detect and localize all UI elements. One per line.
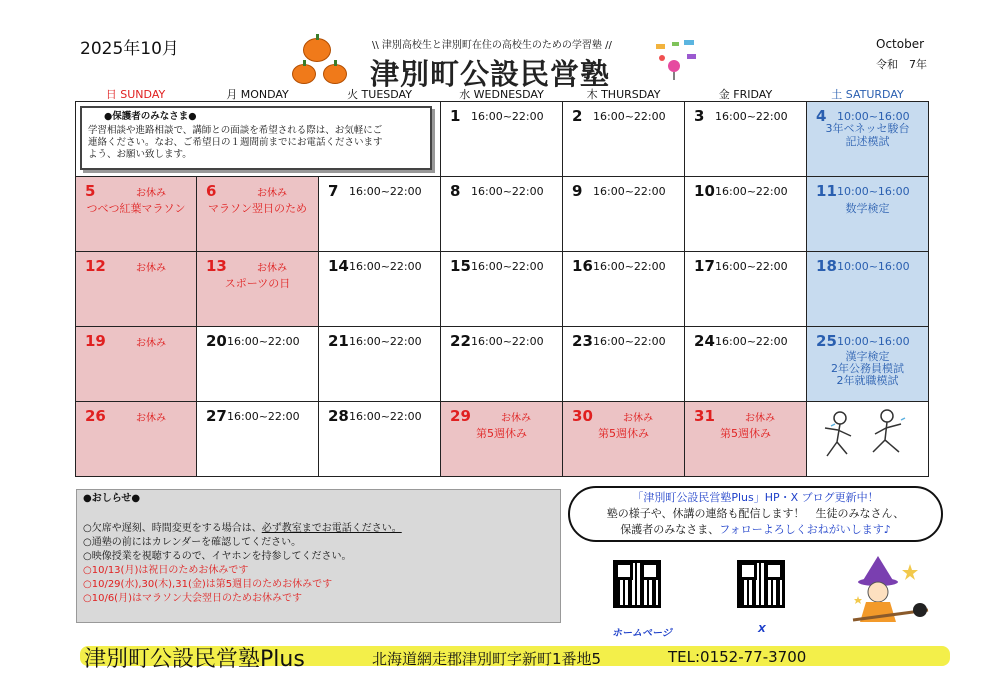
day-hours: 16:00~22:00: [471, 110, 544, 123]
notice-item-red: ○10/6(月)はマラソン大会翌日のためお休みです: [83, 593, 302, 604]
homepage-label: ホームページ: [612, 628, 672, 639]
day-hours: 16:00~22:00: [715, 335, 788, 348]
guardian-notice-line: 学習相談や進路相談で、講師との面談を希望される際は、お気軽にご: [88, 125, 383, 136]
calendar-week: [76, 177, 929, 252]
guardian-notice-cell: [76, 102, 441, 177]
closed-label: お休み: [257, 188, 287, 199]
calendar-day: [685, 102, 807, 177]
day-hours: 16:00~22:00: [593, 110, 666, 123]
x-qr-code[interactable]: [737, 560, 785, 608]
month-english: October: [876, 37, 925, 51]
day-number: 12: [85, 257, 106, 275]
calendar-day: [76, 327, 197, 402]
day-number: 19: [85, 332, 106, 350]
calendar-day: [563, 252, 685, 327]
pumpkin-icon: [292, 64, 316, 84]
guardian-notice-title: ●保護者のみなさま●: [104, 111, 197, 122]
day-number: 28: [328, 407, 349, 425]
day-event: 第5週休み: [598, 427, 650, 440]
calendar-day: [441, 327, 563, 402]
closed-label: お休み: [136, 188, 166, 199]
pumpkin-icon: [303, 38, 331, 62]
day-hours: 16:00~22:00: [471, 335, 544, 348]
day-number: 18: [816, 257, 837, 275]
closed-label: お休み: [623, 413, 654, 424]
runners-illustration: [815, 406, 919, 474]
calendar-day: [807, 177, 929, 252]
calendar-day: [441, 177, 563, 252]
calendar-day: [807, 252, 929, 327]
day-event: マラソン翌日のため: [208, 202, 307, 215]
guardian-notice: [80, 106, 432, 170]
notice-title: ●おしらせ●: [83, 493, 141, 504]
notice-item: ○映像授業を視聴するので、イヤホンを持参してください。: [83, 551, 352, 562]
day-event: 3年ベネッセ駿台 記述模試: [825, 122, 910, 148]
day-number: 15: [450, 257, 471, 275]
day-event: 漢字検定 2年公務員模試 2年就職模試: [831, 350, 905, 387]
day-number: 24: [694, 332, 715, 350]
bubble-line: 「津別町公設民営塾Plus」HP・X ブログ更新中！: [632, 491, 879, 504]
day-number: 16: [572, 257, 593, 275]
day-number: 31: [694, 407, 715, 425]
calendar-day: [441, 402, 563, 477]
day-number: 30: [572, 407, 593, 425]
calendar-day: [197, 327, 319, 402]
weekday-monday: 月 MONDAY: [226, 88, 289, 101]
weekday-friday: 金 FRIDAY: [718, 88, 773, 101]
closed-label: お休み: [136, 413, 166, 424]
day-hours: 10:00~16:00: [837, 110, 910, 123]
day-hours: 16:00~22:00: [471, 260, 544, 273]
closed-label: お休み: [257, 263, 287, 274]
calendar-day: [441, 252, 563, 327]
day-number: 2: [572, 107, 583, 125]
closed-label: お休み: [745, 413, 776, 424]
day-number: 26: [85, 407, 106, 425]
calendar-day-illustration: [807, 402, 929, 477]
calendar-day: [319, 252, 441, 327]
page-title: 津別町公設民営塾: [370, 57, 611, 91]
day-number: 3: [694, 107, 705, 125]
homepage-qr-code[interactable]: [613, 560, 661, 608]
weekday-wednesday: 水 WEDNESDAY: [459, 88, 544, 101]
day-event: つべつ紅葉マラソン: [86, 202, 186, 215]
day-number: 14: [328, 257, 349, 275]
witch-illustration: [848, 552, 938, 636]
weekday-thursday: 木 THURSDAY: [586, 88, 661, 101]
calendar-day: [441, 102, 563, 177]
day-number: 11: [816, 182, 837, 200]
calendar-day: [76, 402, 197, 477]
day-hours: 16:00~22:00: [593, 335, 666, 348]
day-hours: 10:00~16:00: [837, 185, 910, 198]
day-hours: 10:00~16:00: [837, 335, 910, 348]
day-hours: 16:00~22:00: [471, 185, 544, 198]
day-number: 25: [816, 332, 837, 350]
notice-item-red: ○10/29(水),30(木),31(金)は第5週目のためお休みです: [83, 579, 333, 590]
day-hours: 16:00~22:00: [227, 410, 300, 423]
bubble-line: [570, 522, 941, 538]
day-hours: 16:00~22:00: [227, 335, 300, 348]
guardian-notice-line: よう、お願い致します。: [88, 149, 192, 160]
x-label: X: [758, 624, 766, 635]
calendar-week: [76, 402, 929, 477]
notice-item: ○通塾の前にはカレンダーを確認してください。: [83, 537, 302, 548]
day-hours: 16:00~22:00: [593, 185, 666, 198]
day-hours: 16:00~22:00: [349, 260, 422, 273]
day-event: スポーツの日: [224, 277, 291, 290]
day-hours: 16:00~22:00: [349, 185, 422, 198]
day-hours: 16:00~22:00: [715, 185, 788, 198]
calendar-day: [685, 327, 807, 402]
notice-text: ○欠席や遅刻、時間変更をする場合は、: [83, 523, 262, 534]
calendar-day: [197, 252, 319, 327]
calendar-day: [563, 102, 685, 177]
day-number: 5: [85, 182, 96, 200]
calendar-week: [76, 252, 929, 327]
day-hours: 16:00~22:00: [715, 110, 788, 123]
year-month: 2025年10月: [80, 39, 179, 59]
calendar-day: [563, 177, 685, 252]
speech-bubble: [568, 486, 943, 542]
day-number: 13: [206, 257, 227, 275]
calendar-day: [807, 102, 929, 177]
day-hours: 16:00~22:00: [715, 260, 788, 273]
calendar-day: [197, 402, 319, 477]
notice-item-red: ○10/13(月)は祝日のためお休みです: [83, 565, 249, 576]
calendar-day: [563, 327, 685, 402]
closed-label: お休み: [136, 338, 166, 349]
calendar-day: [76, 177, 197, 252]
day-number: 10: [694, 182, 715, 200]
day-number: 8: [450, 182, 461, 200]
footer-address: 北海道網走郡津別町字新町1番地5: [372, 650, 602, 668]
day-number: 6: [206, 182, 217, 200]
day-number: 1: [450, 107, 461, 125]
notice-item: [83, 522, 554, 536]
footer-school-name: 津別町公設民営塾Plus: [84, 647, 305, 672]
footer-phone: TEL:0152-77-3700: [668, 648, 807, 666]
guardian-notice-line: 連絡ください。なお、ご希望日の１週間前までにお電話くださいます: [88, 137, 383, 148]
day-hours: 16:00~22:00: [593, 260, 666, 273]
era-year: 令和 7年: [876, 58, 927, 71]
calendar-day: [76, 252, 197, 327]
closed-label: お休み: [136, 263, 166, 274]
day-event: 第5週休み: [720, 427, 772, 440]
day-hours: 16:00~22:00: [349, 335, 422, 348]
notice-text-underlined: 必ず教室までお電話ください。: [261, 523, 402, 534]
calendar-week: [76, 327, 929, 402]
calendar-grid: [75, 101, 929, 477]
subtitle: \\ 津別高校生と津別町在住の高校生のための学習塾 //: [372, 40, 612, 51]
closed-label: お休み: [501, 413, 532, 424]
day-number: 4: [816, 107, 827, 125]
bubble-text-highlight: フォローよろしくおねがいします♪: [719, 523, 891, 536]
day-hours: 10:00~16:00: [837, 260, 910, 273]
calendar-day: [685, 252, 807, 327]
day-number: 27: [206, 407, 227, 425]
day-number: 22: [450, 332, 471, 350]
day-number: 17: [694, 257, 715, 275]
bubble-text: 保護者のみなさま、: [620, 523, 720, 536]
calendar-day: [685, 177, 807, 252]
weekday-saturday: 土 SATURDAY: [831, 88, 904, 101]
day-number: 9: [572, 182, 583, 200]
day-number: 23: [572, 332, 593, 350]
calendar-day: [563, 402, 685, 477]
day-number: 29: [450, 407, 471, 425]
day-number: 21: [328, 332, 349, 350]
calendar-day: [197, 177, 319, 252]
candy-icon: [654, 36, 700, 80]
notice-box: [76, 489, 561, 623]
weekday-sunday: 日 SUNDAY: [105, 88, 166, 101]
calendar-day: [807, 327, 929, 402]
calendar-day: [319, 177, 441, 252]
calendar-day: [319, 402, 441, 477]
day-number: 7: [328, 182, 339, 200]
weekday-tuesday: 火 TUESDAY: [347, 88, 412, 101]
bubble-line: 塾の様子や、休講の連絡も配信します！ 生徒のみなさん、: [606, 507, 905, 520]
calendar-week: [76, 102, 929, 177]
calendar-day: [685, 402, 807, 477]
day-event: 数学検定: [845, 202, 890, 215]
day-number: 20: [206, 332, 227, 350]
calendar-day: [319, 327, 441, 402]
day-event: 第5週休み: [476, 427, 528, 440]
pumpkin-icon: [323, 64, 347, 84]
day-hours: 16:00~22:00: [349, 410, 422, 423]
